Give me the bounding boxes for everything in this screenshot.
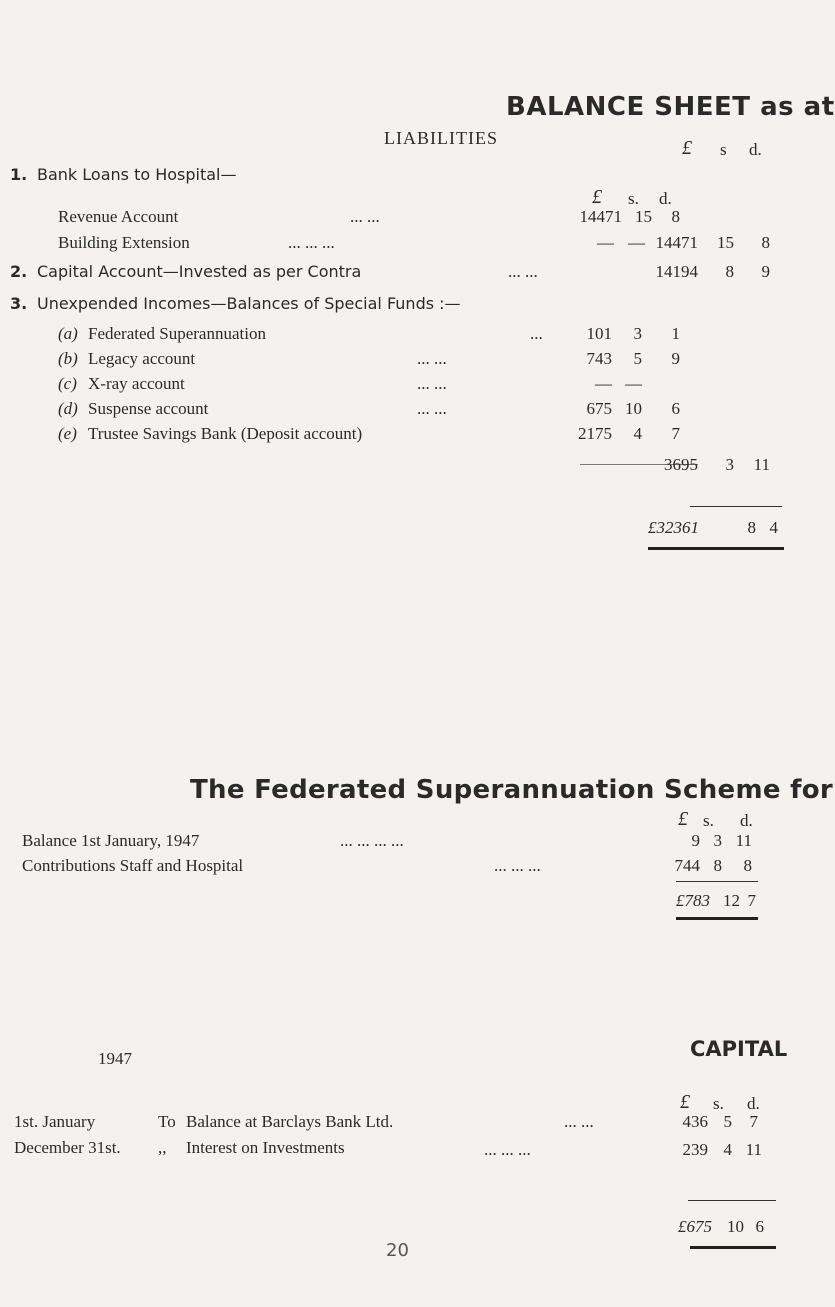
row-pence: 6	[671, 399, 680, 418]
outer-shillings-header: s	[720, 140, 727, 159]
row-pence: 7	[749, 1112, 758, 1131]
row-dots: ... ... ...	[494, 856, 541, 875]
row-shillings: 10	[625, 399, 642, 418]
row-label: Suspense account	[88, 399, 209, 418]
row-label: Revenue Account	[58, 207, 179, 226]
row-dots: ... ...	[564, 1112, 594, 1131]
section-2-title: Capital Account—Invested as per Contra	[37, 262, 362, 281]
liabilities-heading: LIABILITIES	[384, 128, 498, 148]
row-label: X-ray account	[88, 374, 185, 393]
section-1-title: Bank Loans to Hospital—	[37, 165, 237, 184]
total-pounds: 14471	[655, 233, 698, 252]
row-pounds: —	[597, 233, 614, 252]
row-label: Federated Superannuation	[88, 324, 266, 343]
row-shillings: 5	[723, 1112, 732, 1131]
section-2-total-shillings: 8	[725, 262, 734, 281]
row-dots: ... ...	[417, 374, 447, 393]
capital-shillings-header: s.	[713, 1094, 724, 1113]
section-3-number: 3.	[10, 294, 28, 313]
row-pence: 1	[671, 324, 680, 343]
section-1-pence-header: d.	[659, 189, 672, 208]
capital-title: CAPITAL	[690, 1037, 788, 1061]
row-shillings: —	[628, 233, 645, 252]
section-1-pounds-header: £	[592, 186, 602, 208]
row-letter: (b)	[58, 349, 78, 368]
row-label: Building Extension	[58, 233, 190, 252]
outer-pence-header: d.	[749, 140, 762, 159]
row-shillings: 8	[713, 856, 722, 875]
super-shillings-header: s.	[703, 811, 714, 830]
section-2-total-pounds: 14194	[655, 262, 698, 281]
row-prefix: To	[158, 1112, 176, 1131]
total-shillings: 15	[717, 233, 734, 252]
row-pounds: 101	[586, 324, 612, 343]
capital-total-top-rule	[688, 1200, 776, 1201]
section-3-total-shillings: 3	[725, 455, 734, 474]
section-3-total-pounds: 3695	[664, 455, 698, 474]
row-pounds: 9	[691, 831, 700, 850]
row-shillings: —	[625, 374, 642, 393]
capital-total-shillings: 10	[727, 1217, 744, 1236]
row-pence: 9	[671, 349, 680, 368]
grand-total-top-rule	[690, 506, 782, 507]
row-letter: (a)	[58, 324, 78, 343]
row-shillings: 3	[633, 324, 642, 343]
row-shillings: 15	[635, 207, 652, 226]
section-3-total-pence: 11	[753, 455, 770, 474]
row-letter: (e)	[58, 424, 77, 443]
row-dots: ... ... ... ...	[340, 831, 404, 850]
super-total-top-rule	[676, 881, 758, 882]
capital-year: 1947	[98, 1049, 132, 1068]
row-pence: 11	[745, 1140, 762, 1159]
row-shillings: 5	[633, 349, 642, 368]
row-dots: ... ...	[417, 399, 447, 418]
grand-total-pounds: £32361	[648, 518, 699, 537]
row-pounds: 436	[682, 1112, 708, 1131]
row-letter: (d)	[58, 399, 78, 418]
super-total-pence: 7	[747, 891, 756, 910]
section-2-dots: ... ...	[508, 262, 538, 281]
row-pounds: 743	[586, 349, 612, 368]
row-pounds: 239	[682, 1140, 708, 1159]
section-1-shillings-header: s.	[628, 189, 639, 208]
row-shillings: 4	[633, 424, 642, 443]
row-label: Contributions Staff and Hospital	[22, 856, 244, 875]
row-date: 1st. January	[14, 1112, 96, 1131]
total-pence: 8	[761, 233, 770, 252]
capital-total-pence: 6	[755, 1217, 764, 1236]
capital-total-pounds: £675	[678, 1217, 712, 1236]
balance-sheet-title: BALANCE SHEET as at	[506, 92, 835, 122]
row-shillings: 3	[713, 831, 722, 850]
capital-total-double-rule	[690, 1246, 776, 1249]
grand-total-pence: 4	[769, 518, 778, 537]
row-pence: 8	[743, 856, 752, 875]
row-pounds: 744	[674, 856, 700, 875]
super-pence-header: d.	[740, 811, 753, 830]
row-pounds: —	[595, 374, 612, 393]
section-2-total-pence: 9	[761, 262, 770, 281]
row-dots: ... ...	[350, 207, 380, 226]
row-dots: ... ... ...	[484, 1140, 531, 1159]
section-3-title: Unexpended Incomes—Balances of Special Funds :—	[37, 294, 461, 313]
row-label: Legacy account	[88, 349, 196, 368]
super-total-shillings: 12	[723, 891, 740, 910]
row-label: Balance at Barclays Bank Ltd.	[186, 1112, 394, 1131]
row-label: Balance 1st January, 1947	[22, 831, 200, 850]
row-label: Trustee Savings Bank (Deposit account)	[88, 424, 363, 443]
grand-total-shillings: 8	[747, 518, 756, 537]
superannuation-title: The Federated Superannuation Scheme for	[190, 775, 834, 805]
capital-pence-header: d.	[747, 1094, 760, 1113]
row-pence: 11	[735, 831, 752, 850]
capital-pounds-header: £	[680, 1091, 690, 1113]
page-number: 20	[386, 1240, 409, 1261]
row-letter: (c)	[58, 374, 77, 393]
row-pence: 8	[671, 207, 680, 226]
row-pounds: 2175	[578, 424, 612, 443]
row-pence: 7	[671, 424, 680, 443]
section-1-number: 1.	[10, 165, 28, 184]
row-label: Interest on Investments	[186, 1138, 345, 1157]
row-pounds: 14471	[579, 207, 622, 226]
row-prefix: ,,	[158, 1138, 167, 1157]
super-total-pounds: £783	[676, 891, 710, 910]
row-shillings: 4	[723, 1140, 732, 1159]
grand-total-double-rule	[648, 547, 784, 550]
row-dots: ... ...	[417, 349, 447, 368]
row-pounds: 675	[586, 399, 612, 418]
row-date: December 31st.	[14, 1138, 121, 1157]
section-2-number: 2.	[10, 262, 28, 281]
outer-pounds-header: £	[682, 137, 692, 159]
row-dots: ...	[530, 324, 543, 343]
super-total-double-rule	[676, 917, 758, 920]
row-dots: ... ... ...	[288, 233, 335, 252]
super-pounds-header: £	[678, 808, 688, 830]
